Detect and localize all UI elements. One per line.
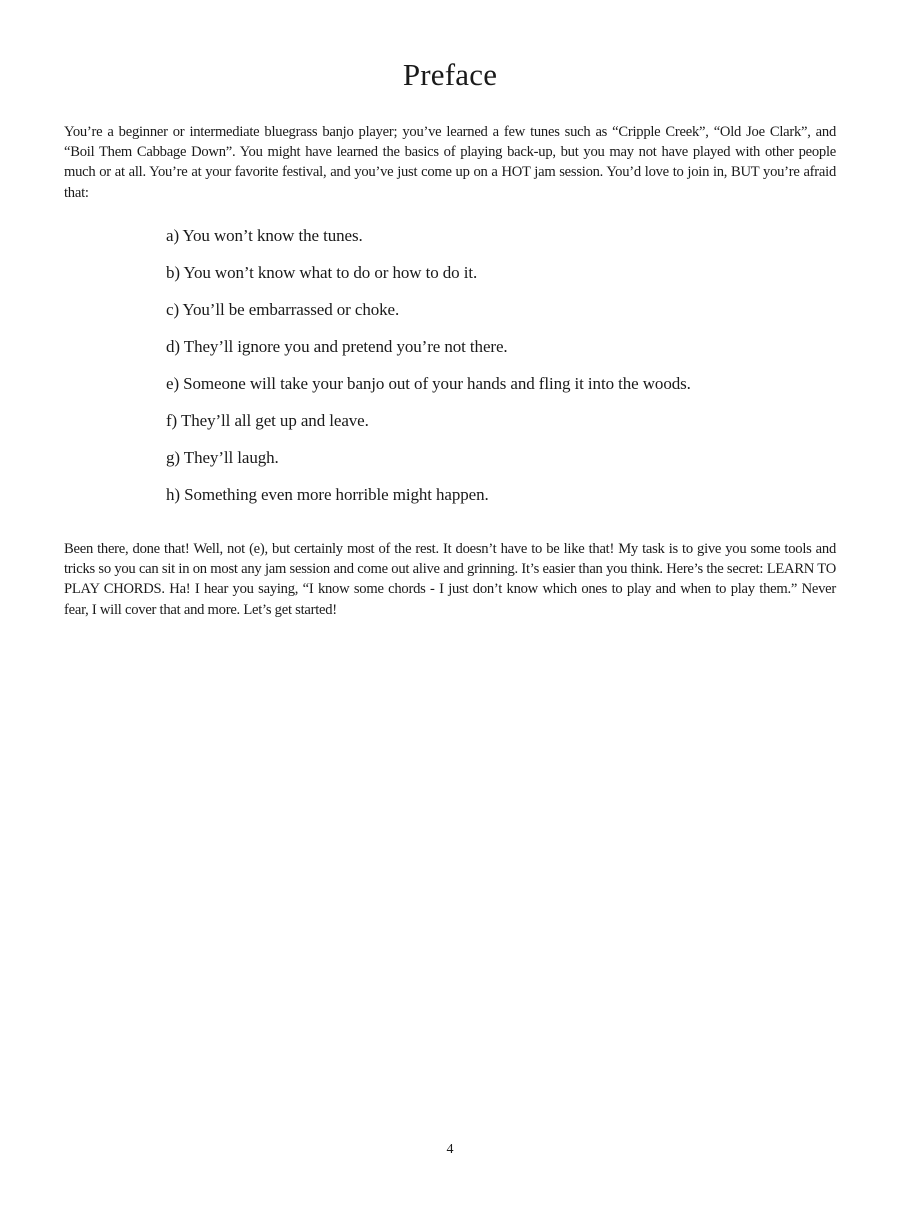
list-item: b) You won’t know what to do or how to do it. [166, 263, 478, 282]
page-title: Preface [402, 57, 498, 92]
list-item: d) They’ll ignore you and pretend you’re not there. [166, 337, 508, 356]
list-item: h) Something even more horrible might happen. [166, 485, 489, 504]
list-item: a) You won’t know the tunes. [166, 226, 363, 245]
list-item: c) You’ll be embarrassed or choke. [166, 300, 400, 319]
intro-paragraph: You’re a beginner or intermediate bluegrass banjo player; you’ve learned a few tunes such as “Cripple Creek”, “Old Joe Clark”, and “Boil Them Cabbage Down”. You might have learned the basics of playing back-up, but you may not have played with other people much or at all. You’re at your favorite festival, and you’ve just come up on a HOT jam session. You’d love to join in, BUT you’re afraid that: [64, 124, 836, 201]
list-item: g) They’ll laugh. [166, 448, 279, 467]
list-item: f) They’ll all get up and leave. [166, 411, 369, 430]
closing-paragraph: Been there, done that! Well, not (e), but certainly most of the rest. It doesn’t have to be like that! My task is to give you some tools and tricks so you can sit in on most any jam session and come out alive and grinning. It’s easier than you think. Here’s the secret: LEARN TO PLAY CHORDS. Ha! I hear you saying, “I know some chords - I just don’t know which ones to play and when to play them.” Never fear, I will cover that and more. Let’s get started! [64, 541, 836, 618]
list-item: e) Someone will take your banjo out of your hands and fling it into the woods. [166, 374, 691, 393]
page-number: 4 [446, 1142, 454, 1157]
fears-list [166, 223, 846, 519]
